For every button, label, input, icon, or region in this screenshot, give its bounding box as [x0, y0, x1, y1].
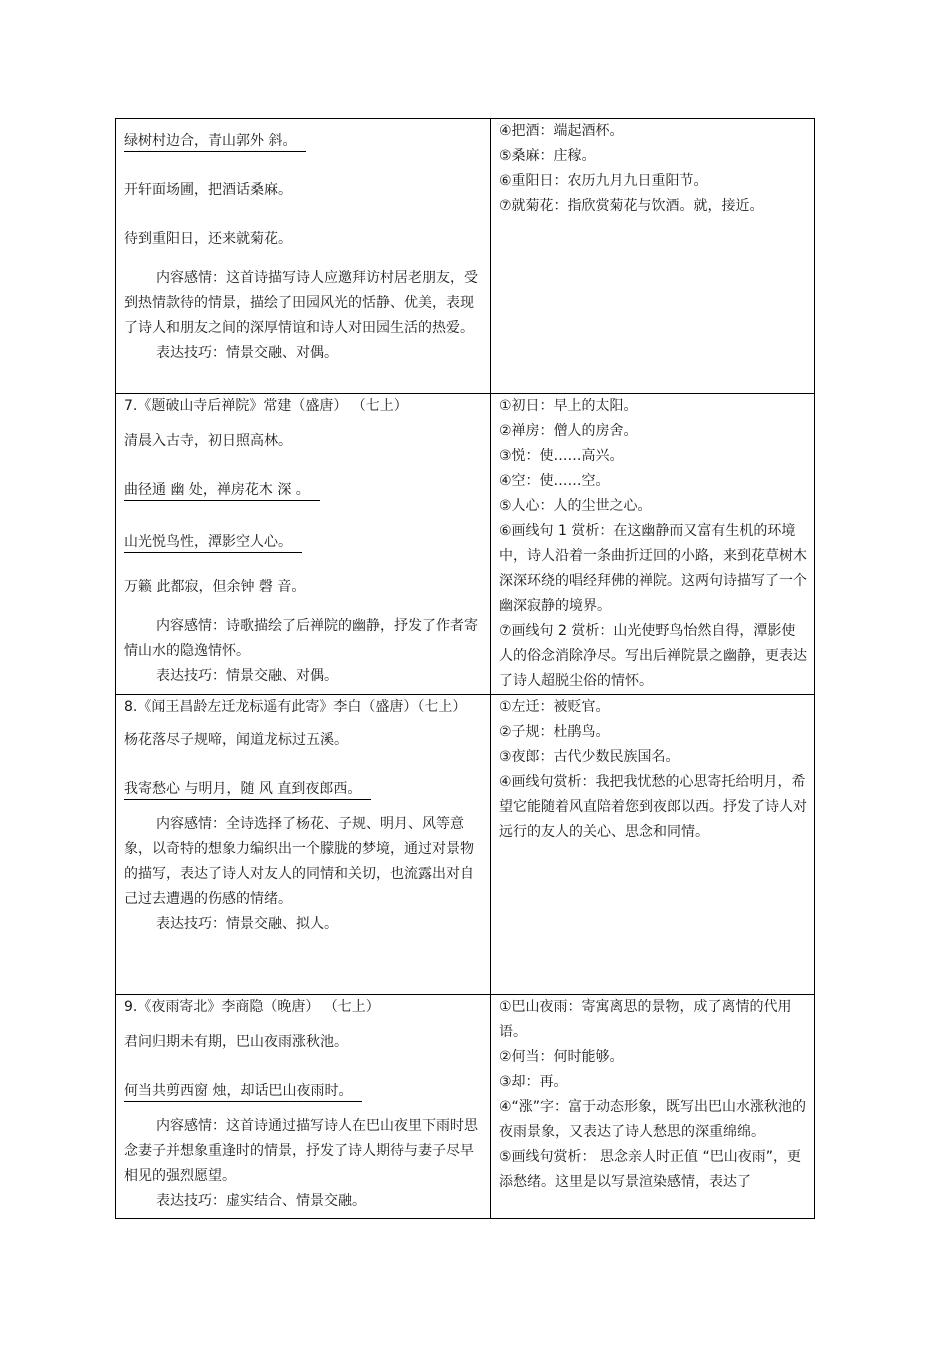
note-item: ②子规：杜鹃鸟。 — [499, 724, 610, 740]
note-item: ⑦画线句 2 赏析：山光使野鸟怡然自得，潭影使人的俗念消除净尽。写出后禅院景之幽静，更表达了诗人超脱尘俗的情怀。 — [499, 623, 807, 689]
poem-cell — [116, 119, 491, 394]
poem-cell — [116, 695, 491, 995]
underlined-poem-line: 绿树村边合，青山郭外 斜。 — [124, 131, 306, 152]
table-row — [116, 119, 815, 394]
note-item: ③悦：使……高兴。 — [499, 448, 624, 464]
notes-cell — [491, 119, 815, 394]
note-item: ⑤桑麻：庄稼。 — [499, 148, 596, 164]
poem-title: 8.《闻王昌龄左迁龙标遥有此寄》李白（盛唐）（七上） — [124, 699, 467, 715]
content-emotion: 内容感情：这首诗通过描写诗人在巴山夜里下雨时思念妻子并想象重逢时的情景，抒发了诗人期待与妻子尽早相见的强烈愿望。 — [124, 1118, 478, 1184]
note-item: ④空：使……空。 — [499, 473, 610, 489]
note-item: ⑥画线句 1 赏析：在这幽静而又富有生机的环境中，诗人沿着一条曲折迂回的小路，来到花草树木深深环绕的唱经拜佛的禅院。这两句诗描写了一个幽深寂静的境界。 — [499, 523, 807, 614]
content-emotion: 内容感情：诗歌描绘了后禅院的幽静，抒发了作者寄情山水的隐逸情怀。 — [124, 618, 478, 659]
poem-cell — [116, 995, 491, 1219]
poem-notes-page — [115, 118, 815, 1219]
note-item: ①巴山夜雨：寄寓离思的景物，成了离情的代用语。 — [499, 999, 792, 1040]
underlined-poem-line: 曲径通 幽 处，禅房花木 深 。 — [124, 480, 320, 501]
table-row — [116, 995, 815, 1219]
note-item: ⑥重阳日：农历九月九日重阳节。 — [499, 173, 708, 189]
expression-technique: 表达技巧：情景交融、对偶。 — [156, 345, 338, 361]
expression-technique: 表达技巧：情景交融、对偶。 — [156, 668, 338, 684]
expression-technique: 表达技巧：情景交融、拟人。 — [156, 916, 338, 932]
content-emotion: 内容感情：全诗选择了杨花、子规、明月、风等意象，以奇特的想象力编织出一个朦胧的梦境，通过对景物的描写，表达了诗人对友人的同情和关切，也流露出对自己过去遭遇的伤感的情绪。 — [124, 816, 474, 907]
expression-technique: 表达技巧：虚实结合、情景交融。 — [156, 1193, 366, 1209]
poem-title: 7.《题破山寺后禅院》常建（盛唐） （七上） — [124, 398, 408, 414]
underlined-poem-line: 何当共剪西窗 烛，却话巴山夜雨时。 — [124, 1081, 362, 1102]
poem-line: 君问归期未有期，巴山夜雨涨秋池。 — [124, 1034, 348, 1050]
table-row — [116, 695, 815, 995]
underlined-poem-line: 山光悦鸟性，潭影空人心。 — [124, 532, 302, 553]
content-emotion: 内容感情：这首诗描写诗人应邀拜访村居老朋友，受到热情款待的情景，描绘了田园风光的恬静、优美，表现了诗人和朋友之间的深厚情谊和诗人对田园生活的热爱。 — [124, 270, 478, 336]
note-item: ④画线句赏析：我把我忧愁的心思寄托给明月，希望它能随着风直陪着您到夜郎以西。抒发了诗人对远行的友人的关心、思念和同情。 — [499, 774, 807, 840]
note-item: ①初日：早上的太阳。 — [499, 398, 638, 414]
poem-line: 万籁 此都寂，但余钟 磬 音。 — [124, 579, 306, 595]
notes-cell — [491, 695, 815, 995]
notes-cell — [491, 995, 815, 1219]
note-item: ③却：再。 — [499, 1074, 568, 1090]
table-row — [116, 394, 815, 695]
underlined-poem-line: 我寄愁心 与明月，随 风 直到夜郎西。 — [124, 779, 371, 800]
poem-cell — [116, 394, 491, 695]
note-item: ⑦就菊花：指欣赏菊花与饮酒。就，接近。 — [499, 198, 764, 214]
note-item: ②禅房：僧人的房舍。 — [499, 423, 638, 439]
note-item: ④“涨”字：富于动态形象，既写出巴山水涨秋池的夜雨景象，又表达了诗人愁思的深重绵绵。 — [499, 1099, 807, 1140]
note-item: ③夜郎：古代少数民族国名。 — [499, 749, 680, 765]
poem-line: 开轩面场圃，把酒话桑麻。 — [124, 182, 292, 198]
poem-line: 清晨入古寺，初日照高林。 — [124, 433, 292, 449]
poem-line: 待到重阳日，还来就菊花。 — [124, 231, 292, 247]
note-item: ⑤画线句赏析： 思念亲人时正值 “巴山夜雨”，更添愁绪。这里是以写景渲染感情，表达了 — [499, 1149, 801, 1190]
note-item: ④把酒：端起酒杯。 — [499, 123, 624, 139]
note-item: ①左迁：被贬官。 — [499, 699, 610, 715]
poem-title: 9.《夜雨寄北》李商隐（晚唐） （七上） — [124, 999, 380, 1015]
notes-cell — [491, 394, 815, 695]
note-item: ⑤人心：人的尘世之心。 — [499, 498, 652, 514]
note-item: ②何当：何时能够。 — [499, 1049, 624, 1065]
poem-table — [115, 118, 815, 1219]
poem-line: 杨花落尽子规啼，闻道龙标过五溪。 — [124, 732, 348, 748]
